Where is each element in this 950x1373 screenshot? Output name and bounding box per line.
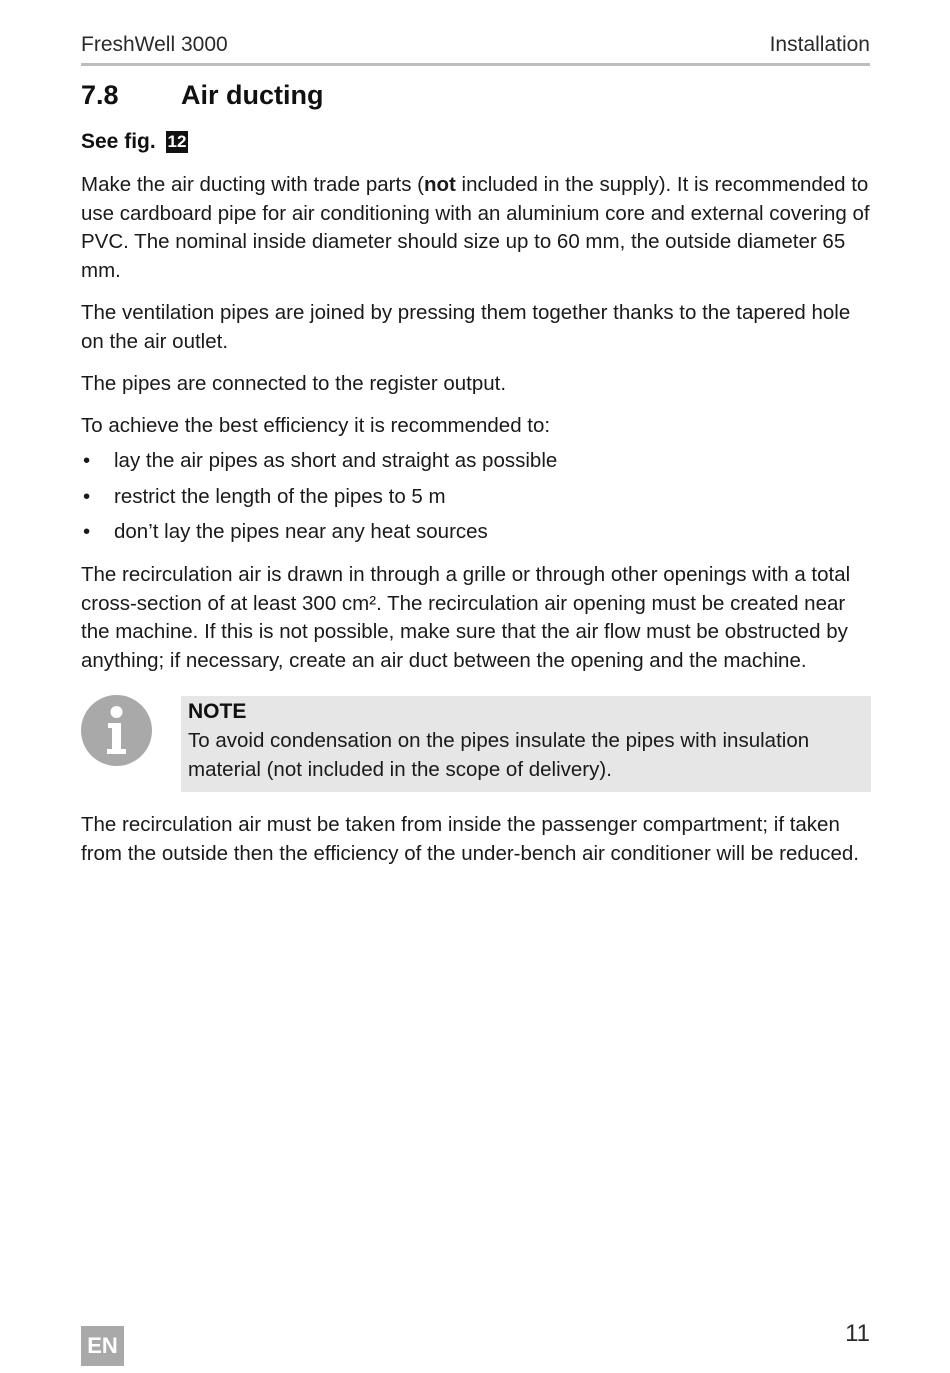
- bullet-mark: •: [83, 520, 91, 543]
- bullet-mark: •: [83, 484, 91, 508]
- see-fig-label: See fig.: [81, 130, 156, 153]
- note-title: NOTE: [188, 700, 247, 723]
- list-item: [81, 447, 871, 483]
- figure-number-badge: 12: [167, 132, 187, 151]
- note-text: To avoid condensation on the pipes insulate the pipes with insulation material (not included in the scope of delivery).: [188, 729, 810, 781]
- bullet-text: restrict the length of the pipes to 5 m: [114, 484, 446, 508]
- bullet-text: lay the air pipes as short and straight as possible: [114, 449, 558, 472]
- section-title-text: Air ducting: [181, 80, 324, 110]
- p1-text-start: Make the air ducting with trade parts (: [81, 173, 424, 196]
- p1-bold-not: not: [423, 173, 456, 196]
- paragraph-recirculation-source: The recirculation air must be taken from inside the passenger compartment; if taken from the outside then the efficiency of the under-bench air conditioner will be reduced.: [81, 813, 859, 865]
- paragraph-recirculation-opening: The recirculation air is drawn in through a grille or through other openings with a total cross-section of at least 300 cm². The recirculation air opening must be created near the machine. If this is not possible, make sure that the air flow must be obstructed by anything; if necessary, create an air duct between the opening and the machine.: [81, 563, 851, 672]
- info-icon: [81, 695, 152, 766]
- list-item: [81, 518, 871, 554]
- paragraph-pipe-connection: The pipes are connected to the register output.: [81, 372, 507, 395]
- list-item: [81, 483, 871, 519]
- header-section-name: Installation: [769, 33, 870, 56]
- bullet-mark: •: [83, 449, 91, 472]
- paragraph-efficiency-intro: To achieve the best efficiency it is recommended to:: [81, 414, 551, 437]
- p1-text-end: included in the supply). It is recommended to use cardboard pipe for air conditioning with an aluminium core and external covering of PVC. The nominal inside diameter should size up to 60 mm, the outside diameter 65 mm.: [81, 173, 870, 282]
- page-header: [81, 31, 870, 66]
- figure-reference: [81, 130, 188, 154]
- paragraph-ducting-materials: [81, 171, 871, 285]
- paragraph-pipe-joining: The ventilation pipes are joined by pressing them together thanks to the tapered hole on the air outlet.: [81, 301, 851, 353]
- efficiency-bullet-list: [81, 447, 871, 554]
- note-box: [181, 696, 871, 792]
- header-product-name: FreshWell 3000: [81, 33, 228, 56]
- page-number: 11: [845, 1320, 870, 1347]
- section-number: 7.8: [81, 80, 119, 110]
- section-title: [81, 80, 324, 111]
- language-badge: EN: [81, 1326, 124, 1366]
- bullet-text: don’t lay the pipes near any heat sources: [114, 520, 488, 543]
